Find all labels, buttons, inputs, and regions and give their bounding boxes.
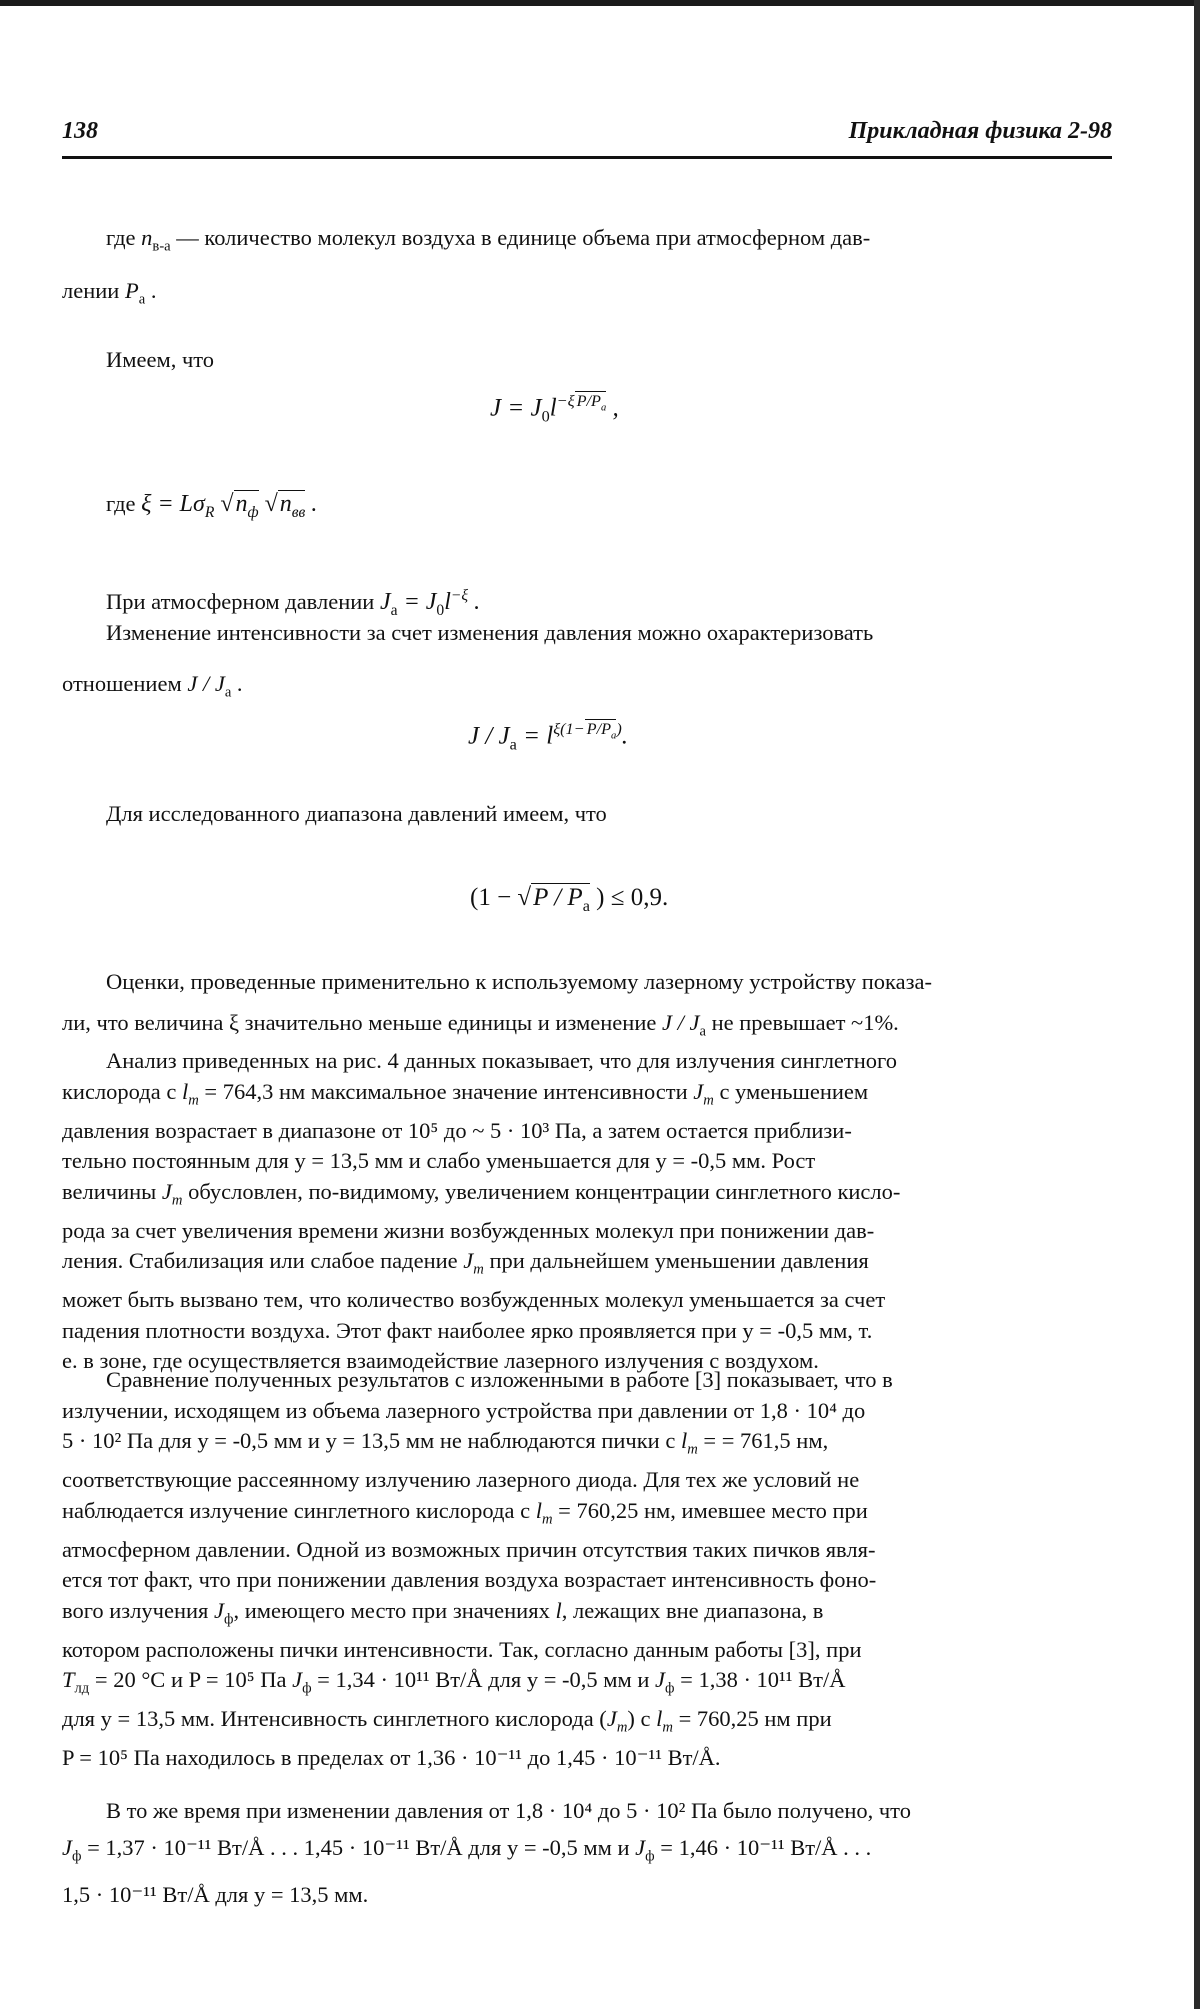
formula-inequality: ($1 - √P / P_а$ ) ≤ 0,9. xyxy=(470,884,669,915)
paragraph-range: Для исследованного диапазона давлений имеем, что xyxy=(106,801,607,826)
text-line: падения плотности воздуха. Этот факт наиболее ярко проявляется при y = -0,5 мм, т. xyxy=(62,1317,873,1343)
text-line: вого излучения $J_ф$, имеющего место при значениях l, лежащих вне диапазона, в xyxy=(62,1597,824,1627)
text-fragment: лении xyxy=(62,278,120,303)
text-line: наблюдается излучение синглетного кислорода с $l_m = 760,25$ нм, имевшее место при xyxy=(62,1497,868,1527)
text-line: ления. Стабилизация или слабое падение $J_m$ при дальнейшем уменьшении давления xyxy=(62,1248,869,1278)
paragraph-imeem: Имеем, что xyxy=(106,347,215,372)
paragraph-ratio: отношением J / $J_а$ . xyxy=(62,671,243,701)
text-fragment: где xyxy=(106,491,136,516)
text-line: Сравнение полученных результатов с изложенными в работе [3] показывает, что в xyxy=(106,1367,893,1392)
page-header xyxy=(62,118,1112,158)
text-line: 1,5 · 10⁻¹¹ Вт/Å для y = 13,5 мм. xyxy=(62,1881,369,1907)
paragraph-change: Изменение интенсивности за счет изменения давления можно охарактеризовать xyxy=(106,620,874,645)
paragraph-analysis xyxy=(62,1046,1112,1377)
text-line: P = 10⁵ Па находилось в пределах от 1,36 · 10⁻¹¹ до 1,45 · 10⁻¹¹ Вт/Å. xyxy=(62,1745,721,1770)
paragraph-nva-cont: лении $P_а$ . xyxy=(62,278,157,308)
page-number: 138 xyxy=(62,118,98,144)
text-line: давления возрастает в диапазоне от 10⁵ до ~ 5 · 10³ Па, а затем остается приблизи- xyxy=(62,1117,852,1143)
text-line: атмосферном давлении. Одной из возможных причин отсутствия таких пичков явля- xyxy=(62,1536,876,1562)
paragraph-nva: где $n_{в-а}$ — количество молекул воздуха в единице объема при атмосферном дав- xyxy=(106,225,871,255)
text-line: ется тот факт, что при понижении давления воздуха возрастает интенсивность фоно- xyxy=(62,1567,877,1592)
text-line: $T_{лд} = 20$ °C и P = 10⁵ Па $J_ф = 1,34 \cdot 10^{11}$ Вт/Å для y = -0,5 мм и $J_ф = 1,38 \cdot 10^{11}$ Вт/Å xyxy=(62,1667,846,1697)
text-line: может быть вызвано тем, что количество возбужденных молекул уменьшается за счет xyxy=(62,1287,886,1312)
text-line: для y = 13,5 мм. Интенсивность синглетного кислорода $(J_m)$ с $l_m = 760,25$ нм при xyxy=(62,1706,832,1736)
text-line: величины $J_m$ обусловлен, по-видимому, увеличением концентрации синглетного кисло- xyxy=(62,1178,901,1208)
paragraph-last xyxy=(62,1792,1112,1913)
paragraph-atm: При атмосферном давлении $J_а = J_0l^{-\xi}$ . xyxy=(106,587,481,619)
text-line: излучении, исходящем из объема лазерного устройства при давлении от 1,8 · 10⁴ до xyxy=(62,1397,866,1423)
text-fragment: отношением xyxy=(62,671,182,696)
header-rule xyxy=(62,156,1112,159)
text-fragment: где xyxy=(106,225,136,250)
text-line: е. в зоне, где осуществляется взаимодействие лазерного излучения с воздухом. xyxy=(62,1348,819,1373)
formula-ratio: $J / J_а = l^{\xi(1- P/P_а)}$. xyxy=(468,720,628,754)
paragraph-estimates-cont: ли, что величина ξ значительно меньше единицы и изменение J / $J_а$ не превышает ~1%. xyxy=(62,1010,899,1040)
text-fragment: не превышает ~1%. xyxy=(711,1010,899,1035)
text-line: кислорода с $l_m = 764,3$ нм максимальное значение интенсивности $J_m$ с уменьшением xyxy=(62,1078,869,1108)
formula-intensity: $J = J_0l^{-\xi P/P_а}$ , xyxy=(490,392,619,426)
text-line: Анализ приведенных на рис. 4 данных показывает, что для излучения синглетного xyxy=(106,1048,897,1073)
text-line: соответствующие рассеянному излучению лазерного диода. Для тех же условий не xyxy=(62,1467,860,1492)
text-line: котором расположены пички интенсивности. Так, согласно данным работы [3], при xyxy=(62,1636,862,1662)
paragraph-estimates: Оценки, проведенные применительно к используемому лазерному устройству показа- xyxy=(106,969,932,994)
text-fragment: При атмосферном давлении xyxy=(106,589,375,614)
text-fragment: ли, что величина ξ значительно меньше единицы и изменение xyxy=(62,1010,657,1035)
text-line: 5 · 10² Па для y = -0,5 мм и y = 13,5 мм не наблюдаются пички с $l_m$ = = 761,5 нм, xyxy=(62,1428,829,1458)
journal-title: Прикладная физика 2-98 xyxy=(848,118,1112,144)
text-line: рода за счет увеличения времени жизни возбужденных молекул при понижении дав- xyxy=(62,1217,875,1243)
text-line: В то же время при изменении давления от 1,8 · 10⁴ до 5 · 10² Па было получено, что xyxy=(106,1798,911,1823)
paragraph-comparison xyxy=(62,1365,1112,1774)
text-fragment: — количество молекул воздуха в единице объема при атмосферном дав- xyxy=(176,225,871,250)
text-line: тельно постоянным для y = 13,5 мм и слабо уменьшается для y = -0,5 мм. Рост xyxy=(62,1148,816,1173)
text-line: $J_ф = 1,37 \cdot 10^{-11}$ Вт/Å . . . 1,45 · 10⁻¹¹ Вт/Å для y = -0,5 мм и $J_ф = 1,46 \cdot 10^{-11}$ Вт/Å . . . xyxy=(62,1835,872,1865)
paragraph-xi: где $\xi = L\sigma_R$ $√n_ф$ $√n_{вв}$ . xyxy=(106,491,318,521)
